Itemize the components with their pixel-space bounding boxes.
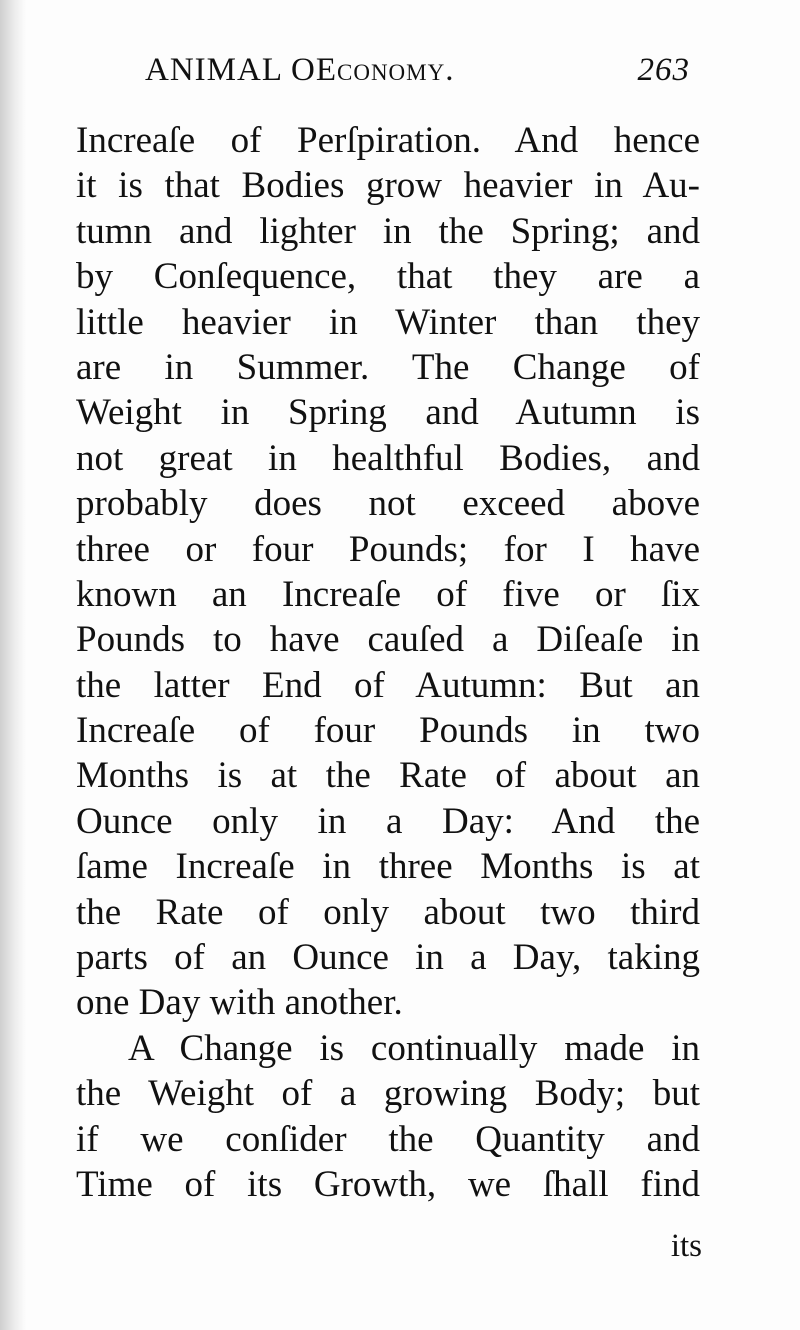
text-line: are in Summer. The Change of (76, 346, 700, 388)
text-line: A Change is continually made in (128, 1027, 700, 1069)
running-head (145, 48, 690, 98)
text-line: ſame Increaſe in three Months is at (76, 846, 700, 888)
text-line: Increaſe of four Pounds in two (76, 710, 700, 752)
text-line: not great in healthful Bodies, and (76, 437, 700, 479)
page-gutter-shadow (0, 0, 26, 1330)
text-line: three or four Pounds; for I have (76, 528, 700, 570)
text-line: the Rate of only about two third (76, 891, 700, 933)
text-line: Increaſe of Perſpiration. And hence (76, 120, 700, 161)
text-line: Weight in Spring and Autumn is (76, 392, 700, 434)
text-line: known an Increaſe of five or ſix (76, 573, 700, 615)
text-line: the latter End of Autumn: But an (76, 664, 700, 706)
text-line: it is that Bodies grow heavier in Au- (76, 165, 700, 207)
text-line: tumn and lighter in the Spring; and (76, 210, 700, 252)
text-line: Pounds to have cauſed a Diſeaſe in (76, 619, 700, 661)
text-line: parts of an Ounce in a Day, taking (76, 937, 700, 979)
body-text (76, 118, 700, 1207)
text-line: the Weight of a growing Body; but (76, 1073, 700, 1115)
page-number: 263 (637, 52, 690, 88)
text-line: Months is at the Rate of about an (76, 755, 700, 797)
text-line: probably does not exceed above (76, 483, 700, 525)
text-line: if we conſider the Quantity and (76, 1118, 700, 1160)
text-line: one Day with another. (76, 982, 403, 1024)
text-line: little heavier in Winter than they (76, 301, 700, 343)
catchword: its (670, 1228, 702, 1264)
text-line: Time of its Growth, we ſhall find (76, 1163, 700, 1205)
text-line: Ounce only in a Day: And the (76, 800, 700, 842)
running-title: ANIMAL OEconomy. (145, 52, 455, 88)
text-line: by Conſequence, that they are a (76, 256, 700, 298)
